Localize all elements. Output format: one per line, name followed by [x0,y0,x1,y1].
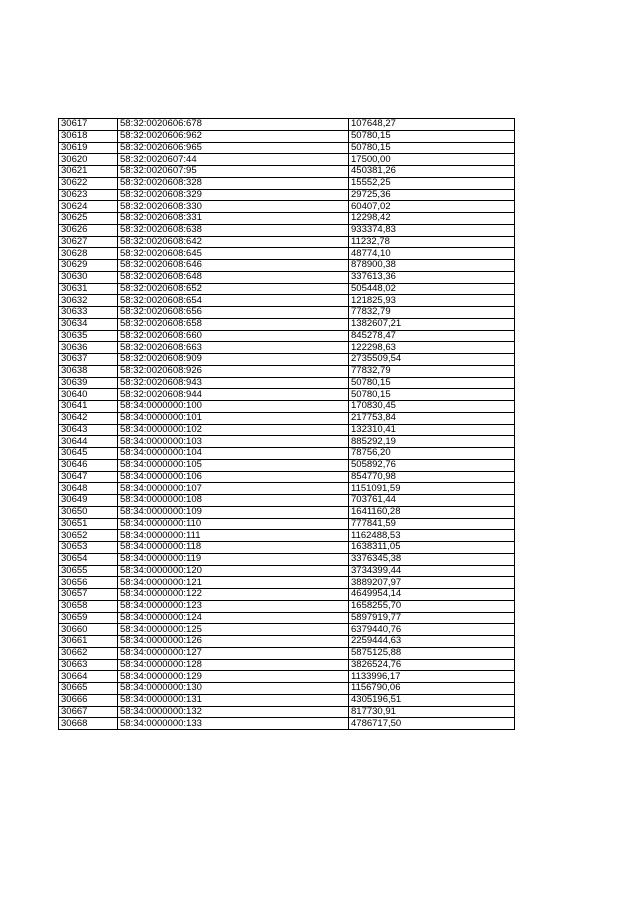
value-cell: 4786717,50 [349,718,515,730]
row-number-cell: 30653 [59,542,118,554]
row-number-cell: 30642 [59,412,118,424]
cadastral-number-cell: 58:34:0000000:108 [118,495,349,507]
table-row [59,553,515,565]
cadastral-number-cell: 58:34:0000000:109 [118,506,349,518]
table-row [59,506,515,518]
cadastral-number-cell: 58:34:0000000:129 [118,671,349,683]
row-number-cell: 30627 [59,236,118,248]
row-number-cell: 30638 [59,365,118,377]
row-number-cell: 30626 [59,224,118,236]
table-row [59,330,515,342]
table-row [59,495,515,507]
table-row [59,130,515,142]
cadastral-number-cell: 58:34:0000000:107 [118,483,349,495]
value-cell: 50780,15 [349,389,515,401]
table-row [59,647,515,659]
cadastral-number-cell: 58:34:0000000:126 [118,636,349,648]
table-row [59,201,515,213]
cadastral-number-cell: 58:32:0020608:926 [118,365,349,377]
table-row [59,542,515,554]
row-number-cell: 30659 [59,612,118,624]
row-number-cell: 30649 [59,495,118,507]
value-cell: 170830,45 [349,401,515,413]
value-cell: 1638311,05 [349,542,515,554]
cadastral-number-cell: 58:34:0000000:125 [118,624,349,636]
cadastral-number-cell: 58:34:0000000:101 [118,412,349,424]
cadastral-number-cell: 58:34:0000000:118 [118,542,349,554]
cadastral-number-cell: 58:32:0020608:648 [118,271,349,283]
table-row [59,260,515,272]
value-cell: 450381,26 [349,166,515,178]
value-cell: 3826524,76 [349,659,515,671]
table-row [59,177,515,189]
cadastral-number-cell: 58:34:0000000:131 [118,694,349,706]
value-cell: 3889207,97 [349,577,515,589]
row-number-cell: 30651 [59,518,118,530]
table-row [59,577,515,589]
row-number-cell: 30666 [59,694,118,706]
value-cell: 217753,84 [349,412,515,424]
row-number-cell: 30622 [59,177,118,189]
value-cell: 933374,83 [349,224,515,236]
value-cell: 107648,27 [349,119,515,131]
table-row [59,119,515,131]
row-number-cell: 30628 [59,248,118,260]
cadastral-number-cell: 58:34:0000000:127 [118,647,349,659]
cadastral-number-cell: 58:32:0020606:678 [118,119,349,131]
cadastral-number-cell: 58:32:0020606:962 [118,130,349,142]
table-row [59,295,515,307]
table-row [59,389,515,401]
cadastral-number-cell: 58:34:0000000:106 [118,471,349,483]
row-number-cell: 30629 [59,260,118,272]
cadastral-number-cell: 58:34:0000000:119 [118,553,349,565]
value-cell: 17500,00 [349,154,515,166]
value-cell: 885292,19 [349,436,515,448]
cadastral-number-cell: 58:32:0020607:95 [118,166,349,178]
value-cell: 60407,02 [349,201,515,213]
table-row [59,142,515,154]
value-cell: 4649954,14 [349,589,515,601]
table-row [59,213,515,225]
value-cell: 50780,15 [349,130,515,142]
table-row [59,377,515,389]
row-number-cell: 30636 [59,342,118,354]
cadastral-number-cell: 58:34:0000000:124 [118,612,349,624]
table-body [59,119,515,730]
row-number-cell: 30661 [59,636,118,648]
row-number-cell: 30646 [59,459,118,471]
cadastral-number-cell: 58:32:0020608:642 [118,236,349,248]
value-cell: 1133996,17 [349,671,515,683]
row-number-cell: 30641 [59,401,118,413]
table-row [59,565,515,577]
cadastral-number-cell: 58:32:0020608:652 [118,283,349,295]
cadastral-number-cell: 58:34:0000000:122 [118,589,349,601]
value-cell: 1382607,21 [349,318,515,330]
table-row [59,530,515,542]
row-number-cell: 30625 [59,213,118,225]
table-row [59,283,515,295]
row-number-cell: 30657 [59,589,118,601]
row-number-cell: 30617 [59,119,118,131]
value-cell: 1658255,70 [349,600,515,612]
value-cell: 11232,78 [349,236,515,248]
table-row [59,706,515,718]
row-number-cell: 30619 [59,142,118,154]
cadastral-number-cell: 58:34:0000000:133 [118,718,349,730]
row-number-cell: 30637 [59,354,118,366]
value-cell: 50780,15 [349,142,515,154]
value-cell: 77832,79 [349,365,515,377]
table-row [59,694,515,706]
value-cell: 77832,79 [349,307,515,319]
row-number-cell: 30623 [59,189,118,201]
row-number-cell: 30618 [59,130,118,142]
table-row [59,154,515,166]
cadastral-number-cell: 58:32:0020608:658 [118,318,349,330]
value-cell: 505448,02 [349,283,515,295]
row-number-cell: 30668 [59,718,118,730]
table-row [59,718,515,730]
cadastral-number-cell: 58:32:0020608:909 [118,354,349,366]
row-number-cell: 30667 [59,706,118,718]
table-row [59,342,515,354]
table-row [59,307,515,319]
row-number-cell: 30640 [59,389,118,401]
cadastral-number-cell: 58:32:0020608:654 [118,295,349,307]
table-row [59,436,515,448]
value-cell: 122298,63 [349,342,515,354]
cadastral-number-cell: 58:34:0000000:128 [118,659,349,671]
row-number-cell: 30645 [59,448,118,460]
value-cell: 4305196,51 [349,694,515,706]
value-cell: 6379440,76 [349,624,515,636]
table-row [59,589,515,601]
row-number-cell: 30639 [59,377,118,389]
cadastral-number-cell: 58:34:0000000:104 [118,448,349,460]
cadastral-number-cell: 58:34:0000000:120 [118,565,349,577]
table-row [59,683,515,695]
value-cell: 1162488,53 [349,530,515,542]
cadastral-number-cell: 58:32:0020608:663 [118,342,349,354]
cadastral-number-cell: 58:32:0020608:645 [118,248,349,260]
value-cell: 1151091,59 [349,483,515,495]
value-cell: 2259444,63 [349,636,515,648]
row-number-cell: 30656 [59,577,118,589]
cadastral-number-cell: 58:34:0000000:132 [118,706,349,718]
table-row [59,459,515,471]
value-cell: 1641160,28 [349,506,515,518]
row-number-cell: 30632 [59,295,118,307]
value-cell: 29725,36 [349,189,515,201]
value-cell: 854770,98 [349,471,515,483]
value-cell: 3376345,38 [349,553,515,565]
value-cell: 817730,91 [349,706,515,718]
row-number-cell: 30655 [59,565,118,577]
row-number-cell: 30635 [59,330,118,342]
row-number-cell: 30665 [59,683,118,695]
cadastral-number-cell: 58:34:0000000:111 [118,530,349,542]
value-cell: 50780,15 [349,377,515,389]
table-row [59,671,515,683]
table-row [59,248,515,260]
row-number-cell: 30644 [59,436,118,448]
table-row [59,424,515,436]
row-number-cell: 30643 [59,424,118,436]
value-cell: 3734399,44 [349,565,515,577]
row-number-cell: 30647 [59,471,118,483]
cadastral-number-cell: 58:32:0020608:660 [118,330,349,342]
row-number-cell: 30621 [59,166,118,178]
cadastral-number-cell: 58:34:0000000:110 [118,518,349,530]
cadastral-number-cell: 58:32:0020608:943 [118,377,349,389]
value-cell: 48774,10 [349,248,515,260]
table-row [59,600,515,612]
cadastral-number-cell: 58:32:0020608:646 [118,260,349,272]
table-row [59,365,515,377]
value-cell: 5875125,88 [349,647,515,659]
table-row [59,236,515,248]
value-cell: 1156790,06 [349,683,515,695]
cadastral-number-cell: 58:32:0020608:328 [118,177,349,189]
row-number-cell: 30630 [59,271,118,283]
row-number-cell: 30631 [59,283,118,295]
row-number-cell: 30650 [59,506,118,518]
value-cell: 15552,25 [349,177,515,189]
row-number-cell: 30654 [59,553,118,565]
value-cell: 337613,36 [349,271,515,283]
value-cell: 777841,59 [349,518,515,530]
cadastral-number-cell: 58:34:0000000:100 [118,401,349,413]
table-row [59,448,515,460]
cadastral-number-cell: 58:34:0000000:102 [118,424,349,436]
cadastral-number-cell: 58:34:0000000:123 [118,600,349,612]
table-row [59,612,515,624]
row-number-cell: 30662 [59,647,118,659]
table-row [59,271,515,283]
value-cell: 845278,47 [349,330,515,342]
table-row [59,518,515,530]
data-table [58,118,515,730]
cadastral-number-cell: 58:32:0020607:44 [118,154,349,166]
cadastral-number-cell: 58:32:0020606:965 [118,142,349,154]
value-cell: 2735509,54 [349,354,515,366]
row-number-cell: 30660 [59,624,118,636]
table-row [59,412,515,424]
row-number-cell: 30624 [59,201,118,213]
cadastral-number-cell: 58:32:0020608:329 [118,189,349,201]
cadastral-number-cell: 58:34:0000000:105 [118,459,349,471]
row-number-cell: 30663 [59,659,118,671]
row-number-cell: 30620 [59,154,118,166]
value-cell: 5897919,77 [349,612,515,624]
row-number-cell: 30633 [59,307,118,319]
row-number-cell: 30664 [59,671,118,683]
cadastral-number-cell: 58:34:0000000:121 [118,577,349,589]
value-cell: 703761,44 [349,495,515,507]
value-cell: 121825,93 [349,295,515,307]
table-row [59,224,515,236]
value-cell: 78756,20 [349,448,515,460]
cadastral-number-cell: 58:32:0020608:331 [118,213,349,225]
table-row [59,401,515,413]
cadastral-number-cell: 58:32:0020608:656 [118,307,349,319]
value-cell: 132310,41 [349,424,515,436]
cadastral-number-cell: 58:32:0020608:944 [118,389,349,401]
table-row [59,189,515,201]
table-row [59,166,515,178]
value-cell: 505892,76 [349,459,515,471]
cadastral-number-cell: 58:32:0020608:330 [118,201,349,213]
table-row [59,659,515,671]
table-row [59,624,515,636]
value-cell: 878900,38 [349,260,515,272]
table-row [59,483,515,495]
table-row [59,471,515,483]
table-row [59,354,515,366]
table-row [59,318,515,330]
row-number-cell: 30634 [59,318,118,330]
spreadsheet-page [58,118,515,730]
row-number-cell: 30652 [59,530,118,542]
value-cell: 12298,42 [349,213,515,225]
row-number-cell: 30648 [59,483,118,495]
table-row [59,636,515,648]
cadastral-number-cell: 58:34:0000000:130 [118,683,349,695]
row-number-cell: 30658 [59,600,118,612]
cadastral-number-cell: 58:34:0000000:103 [118,436,349,448]
cadastral-number-cell: 58:32:0020608:638 [118,224,349,236]
